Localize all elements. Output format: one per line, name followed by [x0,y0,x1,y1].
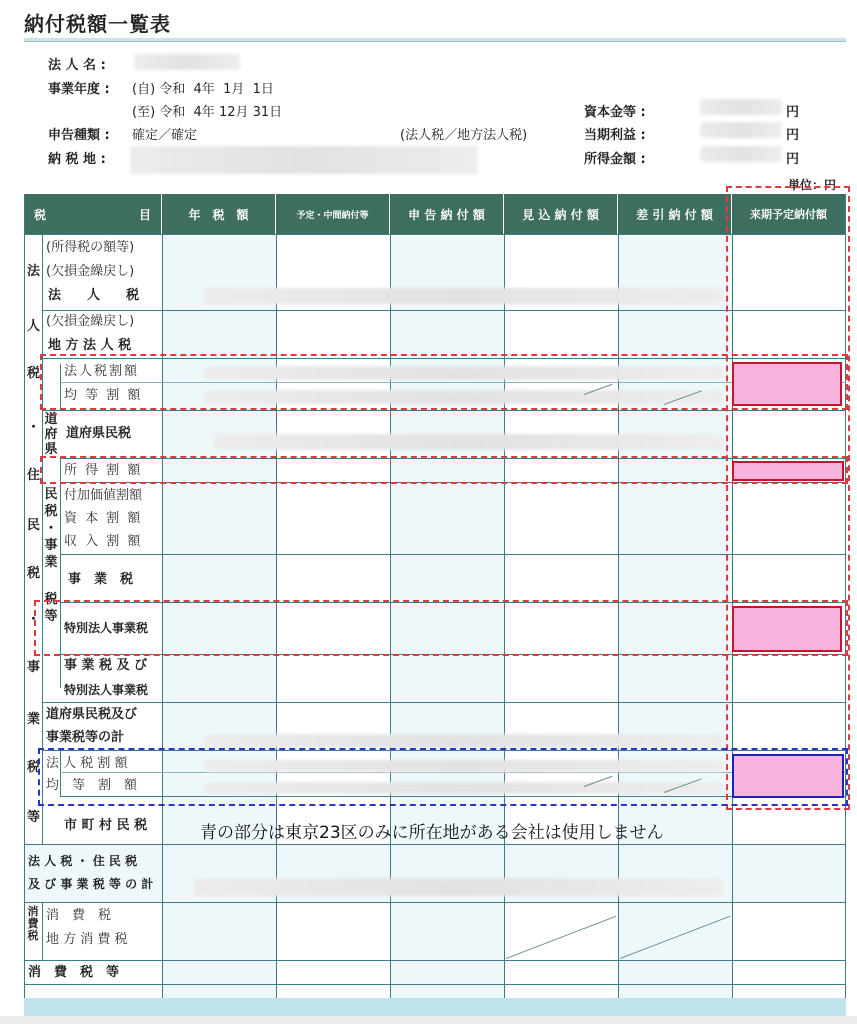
hline-r15 [24,984,846,985]
pref-stack [44,412,58,457]
outline-muni-row [38,748,848,806]
consumption-side-2: 税 [27,929,39,942]
row-value-added: 付加価値割額 [64,488,143,503]
group-char-7: ・ [27,612,41,627]
row-local-corp-tax: 地 方 法 人 税 [48,338,132,353]
amount-corporate-redacted [204,288,724,304]
horizontal-scrollbar[interactable] [0,1016,857,1024]
group-char-0: 法 [27,264,41,279]
hline-r13 [24,902,846,903]
fiscal-year-label: 事業年度 : [48,82,110,97]
biz-char-1: 税 [44,504,58,519]
row-capital-levy: 資 本 割 額 [64,511,143,526]
row-muni-corp-levy: 法 人 税 割 額 [46,756,128,771]
biz-spacer [44,571,58,591]
profit-redacted [700,122,782,138]
biz-char-3: 事 [44,538,58,553]
row-pref-corp-levy: 法人税割額 [64,364,140,379]
header-tax-item-right: 目 [138,207,151,222]
outline-next-term-column [726,186,850,810]
row-total-2: 及 び 事 業 税 等 の 計 [28,877,154,891]
header-tax-item [24,194,162,234]
amount-pref-total-redacted [204,734,724,748]
hline-r12 [24,844,846,845]
header-next-term: 来期予定納付額 [732,194,846,234]
row-total-1: 法 人 税 ・ 住 民 税 [28,854,138,868]
tax-place-label: 納 税 地 : [48,152,106,167]
note-text: 青の部分は東京23区のみに所在地がある会社は使用しません [200,823,664,843]
amount-pref-tax-redacted [214,434,724,450]
row-pref-total-2: 事業税等の計 [46,730,125,745]
tax-table [24,194,846,998]
row-special-business-tax: 特別法人事業税 [64,621,149,635]
pref-char-1: 府 [44,427,58,442]
hline-r14 [24,960,846,961]
filing-type-label: 申告種類 : [48,128,110,143]
row-income-tax-line2: (欠損金繰戻し) [46,264,135,279]
income-redacted [700,146,782,162]
biz-char-6: 等 [44,609,58,624]
hline-header [24,234,846,235]
fiscal-to: (至) 令和 4年 12月 31日 [132,105,283,120]
page-title: 納付税額一覧表 [24,12,171,36]
pref-char-0: 道 [44,412,58,427]
title-rule [24,38,846,42]
vline-0 [24,194,25,998]
row-business-and-special-1: 事 業 税 及 び [64,658,148,673]
row-pref-total-1: 道府県民税及び [46,707,138,722]
header-estimated: 見 込 納 付 額 [504,194,618,234]
group-char-8: 事 [27,660,41,675]
biz-char-0: 民 [44,487,58,502]
amount-total-redacted [194,878,724,896]
consumption-side-0: 消 [27,905,39,918]
group-char-11: 等 [27,810,41,825]
profit-label: 当期利益 : [584,128,646,143]
header-interim: 予定・中間納付等 [276,194,390,234]
row-income-levy: 所 得 割 額 [64,463,143,478]
outline-pref-levy-row [40,354,848,410]
filing-tax-types: (法人税／地方法人税) [400,128,528,143]
group-char-3: ・ [27,420,41,435]
row-local-consumption: 地 方 消 費 税 [46,932,128,947]
income-yen: 円 [786,152,800,167]
capital-yen: 円 [786,105,800,120]
biz-char-2: ・ [44,521,58,536]
row-pref-per-capita: 均 等 割 額 [64,388,143,403]
capital-redacted [700,99,782,115]
header-tax-item-left: 税 [34,207,47,222]
pref-char-2: 県 [44,442,58,457]
corp-name-label: 法 人 名 : [48,58,106,73]
group-char-5: 民 [27,518,41,533]
row-municipal-tax: 市 町 村 民 税 [64,818,148,833]
bottom-band [24,998,846,1018]
row-business-tax: 事 業 税 [68,572,134,587]
row-consumption-total: 消 費 税 等 [28,965,120,980]
row-revenue-levy: 収 入 割 額 [64,534,143,549]
group-char-6: 税 [27,566,41,581]
header-difference: 差 引 納 付 額 [618,194,732,234]
outline-income-levy-row [40,456,848,484]
vline-consumption [42,902,43,960]
row-income-tax-line1: (所得税の額等) [46,240,135,255]
corp-name-redacted [134,54,240,70]
capital-label: 資本金等 : [584,105,646,120]
filing-type-value: 確定／確定 [132,128,198,143]
slash-consumption-estimated [506,916,617,959]
row-local-corp-line1: (欠損金繰戻し) [46,314,135,329]
profit-yen: 円 [786,128,800,143]
group-char-9: 業 [27,712,41,727]
row-business-and-special-2: 特別法人事業税 [64,683,149,697]
header-annual-tax: 年 税 額 [162,194,276,234]
biz-char-5: 税 [44,592,58,607]
group-char-10: 税 [27,760,41,775]
row-consumption-tax: 消 費 税 [46,908,112,923]
income-label: 所得金額 : [584,152,646,167]
group-char-2: 税 [27,366,41,381]
group-char-1: 人 [27,319,41,334]
header-declared: 申 告 納 付 額 [390,194,504,234]
row-pref-tax: 道府県民税 [66,426,132,441]
consumption-side [26,906,40,942]
biz-char-4: 業 [44,555,58,570]
consumption-side-1: 費 [27,917,39,930]
row-corporate-tax: 法 人 税 [48,288,140,303]
unit-label: 単位：円 [788,178,837,192]
group-char-4: 住 [27,468,41,483]
outline-special-business-row [34,600,848,656]
row-muni-per-capita: 均 等 割 額 [46,778,138,793]
tax-place-redacted [130,146,478,174]
fiscal-from: (自) 令和 4年 1月 1日 [132,82,274,97]
